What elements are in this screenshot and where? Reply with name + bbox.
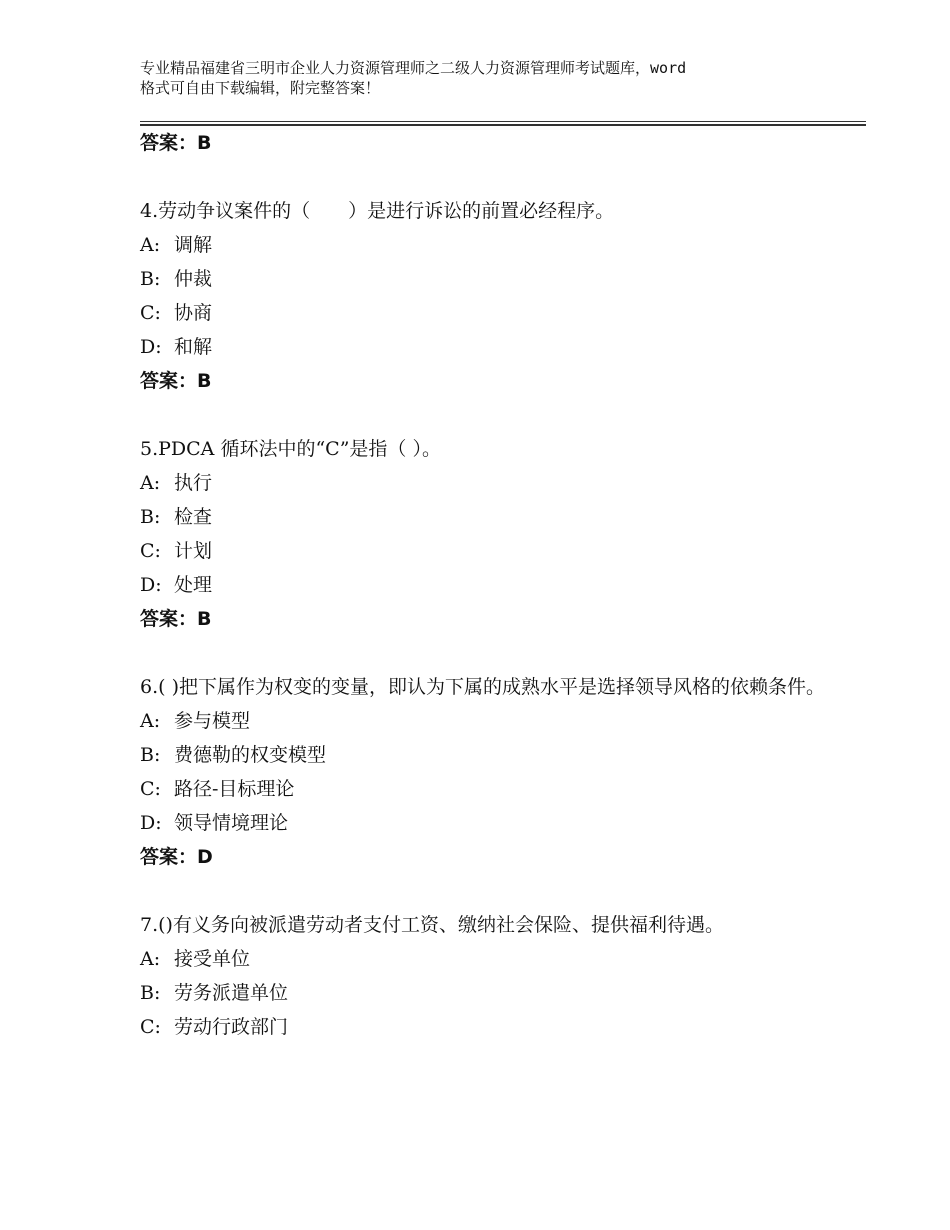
question-text: 6.( )把下属作为权变的变量，即认为下属的成熟水平是选择领导风格的依赖条件。 [140, 676, 825, 698]
option-item [140, 704, 840, 738]
option-letter: D: [140, 574, 162, 596]
option-text: 执行 [174, 472, 213, 494]
option-item [140, 466, 840, 500]
option-item [140, 976, 840, 1010]
question-text: 5.PDCA 循环法中的“C”是指（ ）。 [140, 438, 441, 460]
question-list [140, 126, 840, 1044]
question-spacer [140, 160, 840, 194]
answer-line: 答案：B [140, 132, 212, 154]
option-item [140, 296, 840, 330]
option-letter: B: [140, 506, 161, 528]
option-item [140, 228, 840, 262]
option-letter: C: [140, 778, 161, 800]
option-text: 劳动行政部门 [174, 1016, 289, 1038]
option-text: 接受单位 [174, 948, 251, 970]
option-text: 检查 [174, 506, 213, 528]
option-letter: D: [140, 336, 162, 358]
option-text: 计划 [174, 540, 213, 562]
option-text: 协商 [174, 302, 213, 324]
option-text: 领导情境理论 [174, 812, 289, 834]
option-item [140, 262, 840, 296]
option-item [140, 534, 840, 568]
option-letter: A: [140, 234, 161, 256]
questions-container [140, 160, 840, 1044]
option-letter: C: [140, 1016, 161, 1038]
option-item [140, 330, 840, 364]
option-letter: C: [140, 302, 161, 324]
option-item [140, 1010, 840, 1044]
question-spacer [140, 874, 840, 908]
answer-line: 答案：B [140, 608, 212, 630]
question-block [140, 908, 840, 1044]
document-header [140, 58, 830, 98]
option-item [140, 806, 840, 840]
option-item [140, 942, 840, 976]
option-text: 处理 [174, 574, 213, 596]
option-item [140, 500, 840, 534]
option-letter: A: [140, 472, 161, 494]
option-text: 仲裁 [174, 268, 213, 290]
option-item [140, 568, 840, 602]
option-letter: B: [140, 268, 161, 290]
option-text: 和解 [174, 336, 213, 358]
question-block [140, 194, 840, 398]
answer-line: 答案：B [140, 370, 212, 392]
option-letter: A: [140, 948, 161, 970]
option-text: 调解 [174, 234, 213, 256]
question-spacer [140, 636, 840, 670]
question-text: 4.劳动争议案件的（ ）是进行诉讼的前置必经程序。 [140, 200, 615, 222]
question-block [140, 670, 840, 874]
option-text: 参与模型 [174, 710, 251, 732]
option-letter: B: [140, 744, 161, 766]
option-item [140, 772, 840, 806]
header-title-line-2: 格式可自由下载编辑，附完整答案！ [140, 79, 381, 97]
option-letter: A: [140, 710, 161, 732]
answer-line: 答案：D [140, 846, 213, 868]
question-spacer [140, 398, 840, 432]
header-title-line-1: 专业精品福建省三明市企业人力资源管理师之二级人力资源管理师考试题库，word [140, 59, 687, 77]
option-text: 路径-目标理论 [174, 778, 295, 800]
option-item [140, 738, 840, 772]
option-letter: B: [140, 982, 161, 1004]
option-letter: C: [140, 540, 161, 562]
option-letter: D: [140, 812, 162, 834]
question-block [140, 432, 840, 636]
question-text: 7.()有义务向被派遣劳动者支付工资、缴纳社会保险、提供福利待遇。 [140, 914, 724, 936]
option-text: 费德勒的权变模型 [174, 744, 327, 766]
option-text: 劳务派遣单位 [174, 982, 289, 1004]
